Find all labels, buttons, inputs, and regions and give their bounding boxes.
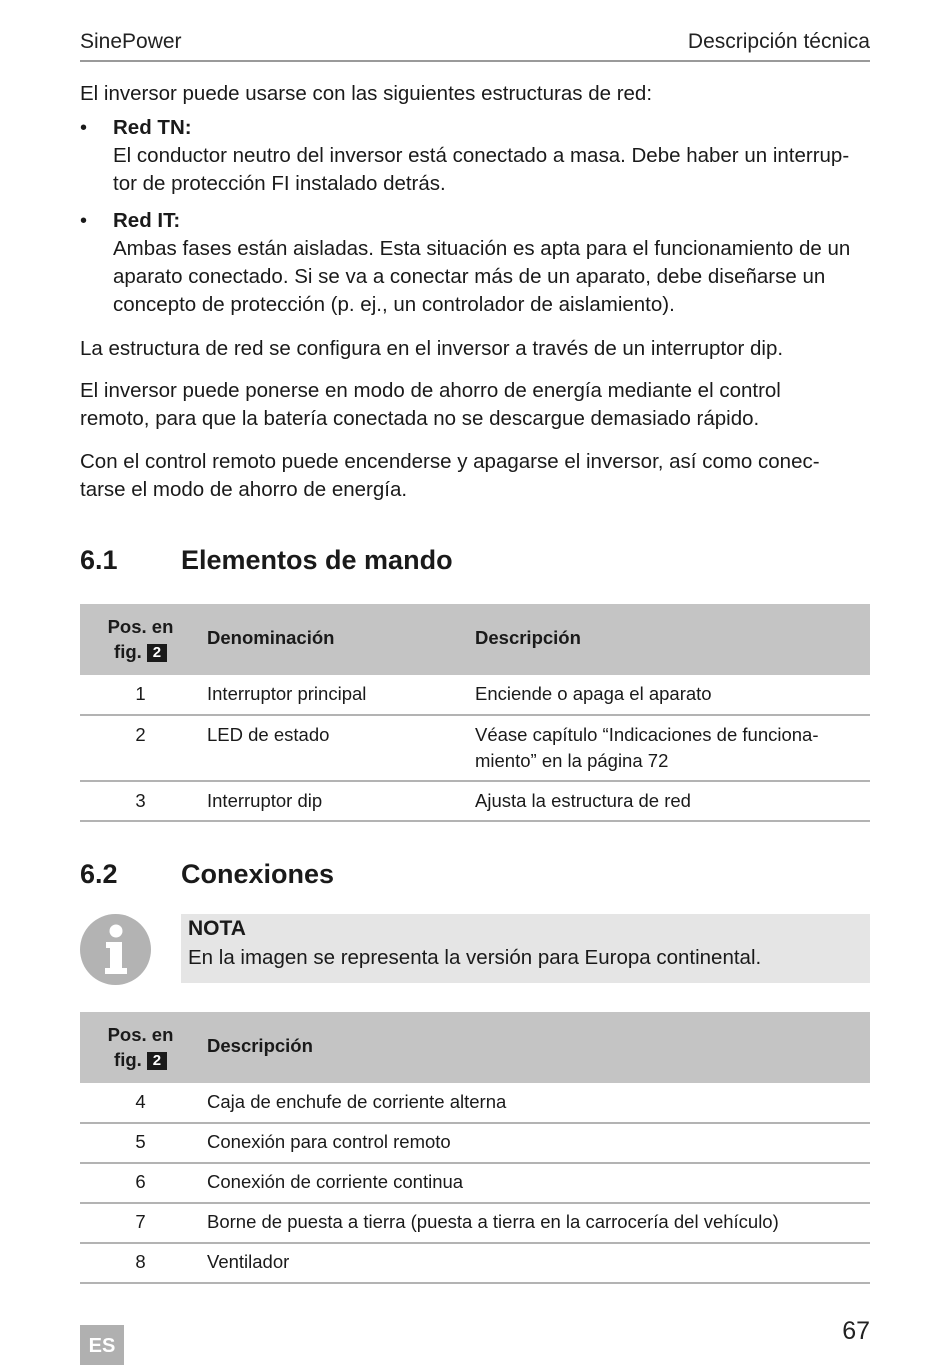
paragraph	[80, 335, 870, 363]
row-pos: 5	[135, 1131, 146, 1152]
language-tab: ES	[80, 1325, 124, 1365]
row-divider	[80, 820, 870, 822]
running-header-chapter: Descripción técnica	[687, 30, 870, 53]
row-name: LED de estado	[207, 724, 330, 745]
figure-ref: 2	[147, 644, 167, 662]
bullet-marker: •	[80, 210, 88, 232]
row-name: Interruptor dip	[207, 790, 323, 811]
figure-ref: 2	[147, 1052, 167, 1070]
row-divider	[80, 780, 870, 782]
row-divider	[80, 714, 870, 716]
col-header-pos: Pos. en fig. 2	[107, 616, 174, 662]
row-divider	[80, 1122, 870, 1124]
paragraph-line: El inversor puede ponerse en modo de ahorro de energía mediante el control	[80, 379, 781, 402]
row-desc: Conexión para control remoto	[207, 1131, 451, 1152]
row-divider	[80, 1282, 870, 1284]
row-pos: 6	[135, 1171, 146, 1192]
header-rule	[80, 60, 870, 62]
bullet-title: Red TN:	[113, 116, 192, 139]
table-header	[80, 604, 870, 675]
section-number: 6.1	[80, 545, 118, 575]
row-pos: 7	[135, 1211, 146, 1232]
row-desc: Enciende o apaga el aparato	[475, 683, 712, 704]
col-header-pos: Pos. en fig. 2	[107, 1024, 174, 1070]
row-name: Interruptor principal	[207, 683, 367, 704]
row-pos: 3	[135, 790, 146, 811]
paragraph	[80, 448, 870, 504]
controls-table	[80, 604, 870, 824]
row-desc: Conexión de corriente continua	[207, 1171, 464, 1192]
row-pos: 2	[135, 724, 146, 745]
note-text: En la imagen se representa la versión para Europa continental.	[188, 946, 762, 969]
info-icon	[80, 914, 151, 985]
row-desc: Borne de puesta a tierra (puesta a tierra en la carrocería del vehículo)	[207, 1211, 779, 1232]
bullet-line: aparato conectado. Si se va a conectar más de un aparato, debe diseñarse un	[113, 265, 826, 288]
bullet-title: Red IT:	[113, 209, 181, 232]
row-desc: Véase capítulo “Indicaciones de funciona- miento” en la página 72	[475, 724, 819, 771]
bullet-item	[80, 114, 870, 204]
paragraph	[80, 377, 870, 433]
bullet-line: El conductor neutro del inversor está conectado a masa. Debe haber un interrup-	[113, 144, 850, 167]
note-box	[181, 914, 870, 983]
running-header-product: SinePower	[80, 30, 182, 53]
section-title: Elementos de mando	[181, 545, 453, 575]
paragraph-line: Con el control remoto puede encenderse y apagarse el inversor, así como conec-	[80, 450, 820, 473]
bullet-line: Ambas fases están aisladas. Esta situación es apta para el funcionamiento de un	[113, 237, 851, 260]
connections-table	[80, 1012, 870, 1287]
paragraph-line: remoto, para que la batería conectada no se descargue demasiado rápido.	[80, 407, 760, 430]
row-pos: 4	[135, 1091, 146, 1112]
intro-paragraph: El inversor puede usarse con las siguientes estructuras de red:	[80, 82, 653, 105]
row-desc: Caja de enchufe de corriente alterna	[207, 1091, 507, 1112]
bullet-line: tor de protección FI instalado detrás.	[113, 172, 446, 195]
row-pos: 1	[135, 683, 146, 704]
paragraph-line: La estructura de red se configura en el inversor a través de un interruptor dip.	[80, 337, 784, 360]
row-pos: 8	[135, 1251, 146, 1272]
bullet-line: concepto de protección (p. ej., un controlador de aislamiento).	[113, 293, 675, 316]
note-title: NOTA	[188, 917, 246, 940]
row-divider	[80, 1162, 870, 1164]
row-desc: Ventilador	[207, 1251, 290, 1272]
col-header-name: Denominación	[207, 627, 335, 648]
bullet-marker: •	[80, 117, 88, 139]
col-header-desc: Descripción	[475, 627, 581, 648]
paragraph-line: tarse el modo de ahorro de energía.	[80, 478, 408, 501]
table-header	[80, 1012, 870, 1083]
bullet-item	[80, 207, 870, 327]
section-title: Conexiones	[181, 859, 335, 889]
page-number: 67	[842, 1317, 870, 1345]
row-desc: Ajusta la estructura de red	[475, 790, 691, 811]
row-divider	[80, 1242, 870, 1244]
row-divider	[80, 1202, 870, 1204]
col-header-desc: Descripción	[207, 1035, 313, 1056]
section-number: 6.2	[80, 859, 118, 889]
